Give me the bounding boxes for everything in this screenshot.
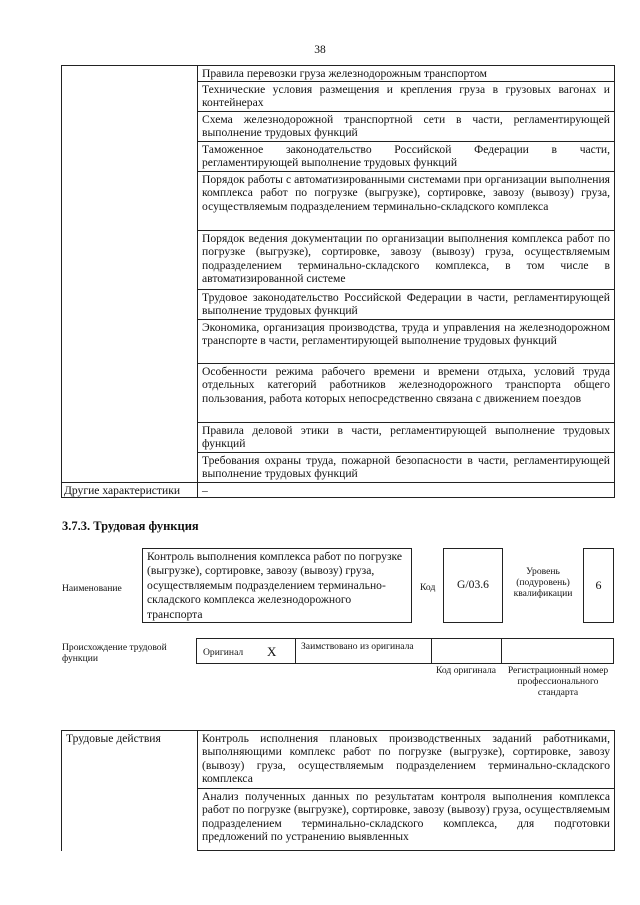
table-cell: Экономика, организация производства, труда и управления на железнодорожном транспорте в части, регламентирующей выполнение трудовых функций bbox=[198, 320, 615, 364]
table-cell: Анализ полученных данных по результатам контроля выполнения комплекса работ по погрузке (выгрузке), сортировке, завозу (вывозу) груза, осуществляемым подразделением терминально-складского комплекса, для подготовки предложений по устранению выявленных bbox=[198, 789, 615, 851]
original-code-caption: Код оригинала bbox=[435, 665, 497, 676]
registration-caption: Регистрационный номер профессионального стандарта bbox=[507, 665, 609, 698]
name-label: Наименование bbox=[62, 583, 122, 594]
table-cell: Правила деловой этики в части, регламентирующей выполнение трудовых функций bbox=[198, 423, 615, 453]
other-characteristics-label: Другие характеристики bbox=[62, 483, 198, 498]
table-cell: Технические условия размещения и крепления груза в грузовых вагонах и контейнерах bbox=[198, 82, 615, 112]
table-cell: Порядок работы с автоматизированными системами при организации выполнения комплекса работ по погрузке (выгрузке), сортировке, завозу (вывозу) груза, осуществляемым подразделением терминально-складского комплекса bbox=[198, 172, 615, 231]
section-heading: 3.7.3. Трудовая функция bbox=[62, 519, 199, 533]
table-cell: Порядок ведения документации по организации выполнения комплекса работ по погрузке (выгрузке), сортировке, завозу (вывозу) груза, осуществляемым подразделением терминально-складского комплекса, в том числе в автоматизированной системе bbox=[198, 231, 615, 290]
code-label: Код bbox=[420, 582, 436, 593]
table-cell: Трудовое законодательство Российской Федерации в части, регламентирующей выполнение трудовых функций bbox=[198, 290, 615, 320]
registration-number-cell bbox=[501, 638, 614, 664]
original-label: Оригинал bbox=[203, 647, 244, 658]
table-cell: Контроль исполнения плановых производственных заданий работниками, выполняющими комплекс работ по погрузке (выгрузке), сортировке, завозу (вывозу) груза, осуществляемым подразделением терминально-складского комплекса bbox=[198, 731, 615, 789]
table-cell: Схема железнодорожной транспортной сети в части, регламентирующей выполнение трудовых функций bbox=[198, 112, 615, 142]
labor-actions-table bbox=[61, 730, 615, 851]
other-characteristics-value: – bbox=[198, 483, 615, 498]
table-cell: Особенности режима рабочего времени и времени отдыха, условий труда отдельных категорий работников железнодорожного транспорта общего пользования, работа которых непосредственно связана с движением поездов bbox=[198, 364, 615, 423]
page-number: 38 bbox=[314, 44, 326, 56]
level-label: Уровень (подуровень) квалификации bbox=[513, 566, 573, 599]
function-name-box: Контроль выполнения комплекса работ по погрузке (выгрузке), сортировке, завозу (вывозу) груза, осуществляемым подразделением терминально-складского комплекса железнодорожного транспорта bbox=[142, 548, 412, 623]
knowledge-table bbox=[61, 65, 615, 498]
table-cell: Таможенное законодательство Российской Федерации в части, регламентирующей выполнение трудовых функций bbox=[198, 142, 615, 172]
empty-label-cell bbox=[62, 66, 198, 483]
level-box: 6 bbox=[583, 548, 614, 623]
labor-actions-label: Трудовые действия bbox=[62, 731, 198, 851]
borrowed-label: Заимствовано из оригинала bbox=[301, 641, 414, 652]
table-cell: Правила перевозки груза железнодорожным транспортом bbox=[198, 66, 615, 82]
table-row bbox=[62, 731, 615, 789]
code-box: G/03.6 bbox=[443, 548, 503, 623]
table-cell: Требования охраны труда, пожарной безопасности в части, регламентирующей выполнение трудовых функций bbox=[198, 453, 615, 483]
borrowed-cell bbox=[295, 638, 432, 664]
origin-label: Происхождение трудовой функции bbox=[62, 642, 167, 664]
table-row bbox=[62, 66, 615, 82]
original-cell bbox=[196, 638, 296, 664]
table-row bbox=[62, 483, 615, 498]
original-mark: X bbox=[267, 644, 277, 659]
original-code-cell bbox=[431, 638, 502, 664]
